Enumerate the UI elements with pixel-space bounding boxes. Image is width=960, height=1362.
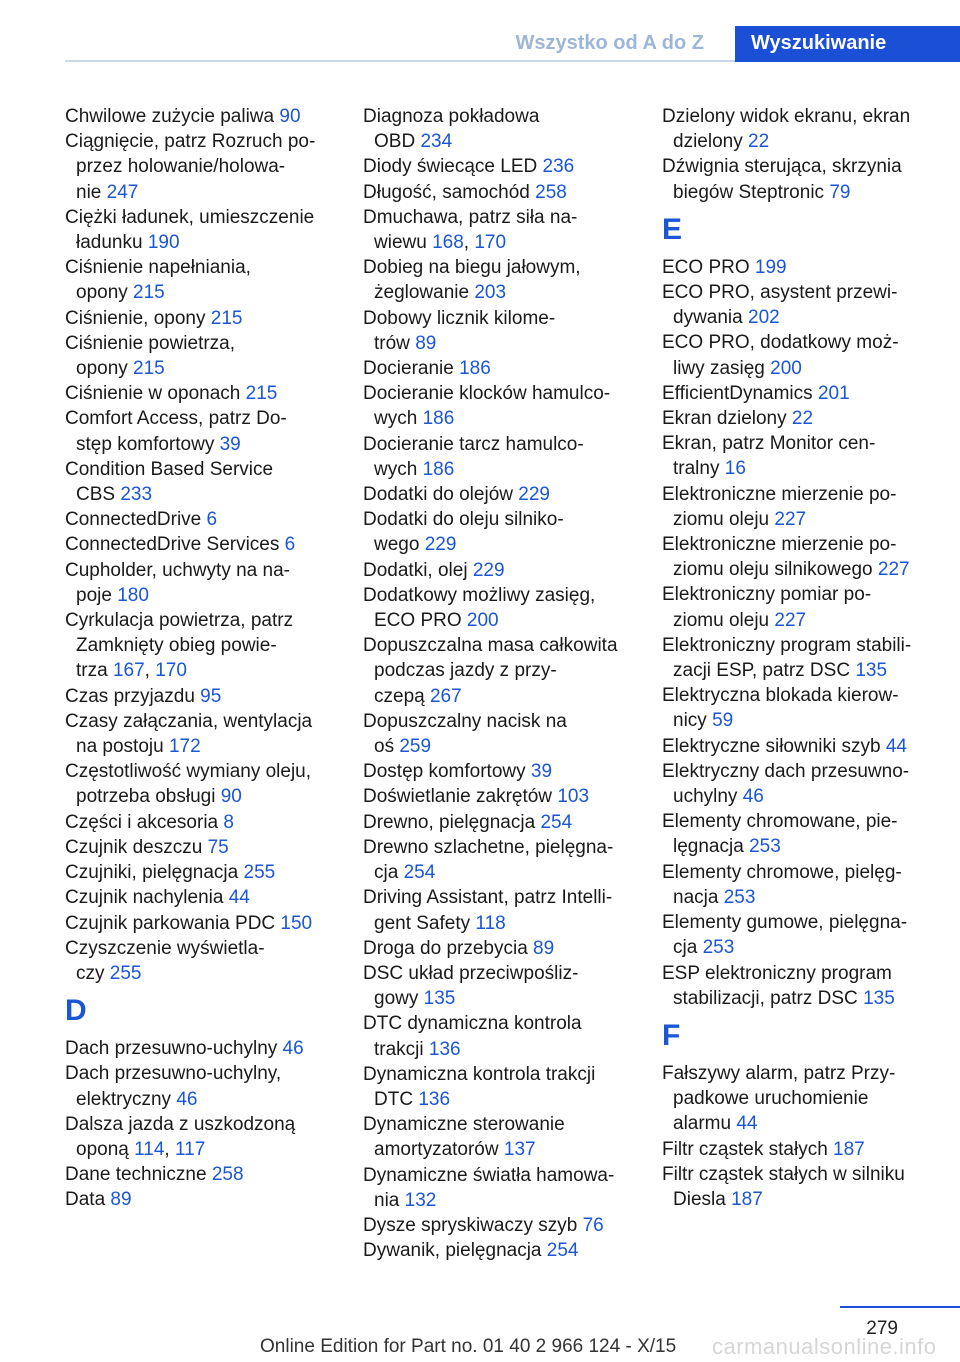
index-entry: Czujnik parkowania PDC 150 [65,912,313,934]
page-link[interactable]: 229 [518,484,550,506]
page-link[interactable]: 117 [174,1138,206,1160]
edition-text: Online Edition for Part no. 01 40 2 966 124 - X/15 [260,1336,677,1357]
index-entry: Dodatki, olej 229 [363,559,505,581]
page-link[interactable]: 202 [748,307,780,329]
index-entry: Cupholder, uchwyty na na- poje 180 [65,559,290,606]
page-link[interactable]: 215 [133,358,165,380]
page-number: 279 [866,1318,898,1339]
page-link[interactable]: 255 [109,962,142,984]
index-entry: Chwilowe zużycie paliwa 90 [65,106,301,127]
index-entry: Diody świecące LED 236 [363,156,575,178]
page-link[interactable]: 186 [422,458,455,480]
page-link[interactable]: 258 [535,181,567,203]
page-link[interactable]: 215 [245,383,278,405]
index-entry: Docieranie tarcz hamulco- wych 186 [363,433,584,480]
index-entry: Condition Based Service CBS 233 [65,458,274,506]
footer-rule [840,1306,960,1308]
index-entry: Droga do przebycia 89 [363,937,555,959]
index-entry: ESP elektroniczny program stabilizacji, patrz DSC 135 [662,962,895,1009]
page-link[interactable]: 132 [404,1189,437,1211]
index-entry: Elementy gumowe, pielęgna- cja 253 [662,912,908,959]
index-entry: Częstotliwość wymiany oleju, potrzeba obsługi 90 [65,761,312,808]
index-entry: Ciśnienie powietrza, opony 215 [65,332,236,380]
index-entry: Długość, samochód 258 [363,181,567,203]
index-entry: Elektryczne siłowniki szyb 44 [662,735,907,757]
index-entry: Doświetlanie zakrętów 103 [363,786,590,808]
index-entry: Elektryczny dach przesuwno- uchylny 46 [662,760,910,808]
index-entry: Fałszywy alarm, patrz Przy- padkowe uruchomienie alarmu 44 [662,1062,896,1135]
index-entry: Dobieg na biegu jałowym, żeglowanie 203 [363,257,581,304]
index-entry: Dmuchawa, patrz siła na- wiewu 168, 170 [363,206,578,254]
page-link[interactable]: 46 [282,1038,304,1060]
page-link[interactable]: 229 [424,534,457,556]
index-entry: EfficientDynamics 201 [662,382,850,404]
page-link[interactable]: 259 [399,736,432,758]
page-link[interactable]: 167 [112,660,145,682]
page-link[interactable]: 215 [210,307,243,329]
index-entry: Filtr cząstek stałych w silniku Diesla 187 [662,1163,905,1210]
index-entry: Driving Assistant, patrz Intelli- gent Safety 118 [363,887,613,934]
page-link[interactable]: 200 [770,357,802,379]
index-entry: Diagnoza pokładowa OBD 234 [363,106,540,153]
index-entry: Elektroniczne mierzenie po- ziomu oleju silnikowego 227 [662,534,910,581]
page-link[interactable]: 44 [228,887,250,909]
page-link[interactable]: 79 [829,181,851,203]
page-link[interactable]: 186 [422,408,455,430]
page-link[interactable]: 253 [749,836,781,858]
index-entry: Dodatkowy możliwy zasięg, ECO PRO 200 [363,584,596,632]
index-entry: Cyrkulacja powietrza, patrz Zamknięty obieg powie- trza 167, 170 [65,610,294,682]
page-link[interactable]: 16 [724,458,746,480]
page-link[interactable]: 89 [533,937,555,959]
page-link[interactable]: 46 [176,1088,198,1110]
page-link[interactable]: 135 [855,660,888,682]
index-entry: Elementy chromowe, pielęg- nacja 253 [662,861,902,908]
index-columns [0,104,960,1274]
page-link[interactable]: 258 [211,1164,244,1186]
page-link[interactable]: 233 [120,484,153,506]
page-link[interactable]: 39 [530,761,553,783]
index-entry: Filtr cząstek stałych 187 [662,1138,865,1160]
page-link[interactable]: 187 [833,1138,865,1160]
index-entry: Comfort Access, patrz Do- stęp komfortowy 39 [65,408,287,455]
page-link[interactable]: 6 [206,509,218,531]
page-link[interactable]: 215 [133,282,165,304]
index-entry: Dopuszczalny nacisk na oś 259 [363,710,567,758]
index-entry: Elementy chromowane, pie- lęgnacja 253 [662,811,898,858]
index-column-2 [363,104,643,1263]
page-link[interactable]: 22 [791,408,814,430]
page-link[interactable]: 8 [223,811,234,833]
letter-heading: F [662,1018,681,1052]
page-link[interactable]: 22 [748,131,770,153]
index-entry: Data 89 [65,1189,132,1211]
index-column-3 [662,104,944,1212]
page-link[interactable]: 190 [147,232,180,254]
index-column-1 [65,104,345,1213]
page-link[interactable]: 227 [774,508,807,530]
index-entry: Czas przyjazdu 95 [65,685,222,707]
index-entry: Czujnik deszczu 75 [65,836,229,858]
index-entry: Dach przesuwno-uchylny, elektryczny 46 [65,1063,282,1110]
index-entry: DSC układ przeciwpośliz- gowy 135 [363,962,579,1010]
index-entry: Dach przesuwno-uchylny 46 [65,1038,304,1060]
letter-heading: D [65,994,87,1028]
page-link[interactable]: 136 [418,1088,451,1110]
index-entry: Docieranie 186 [363,358,491,380]
page-link[interactable]: 267 [429,685,462,707]
index-entry: ECO PRO, asystent przewi- dywania 202 [662,282,898,329]
page-link[interactable]: 46 [742,786,764,808]
page-link[interactable]: 90 [279,106,301,127]
page-link[interactable]: 254 [403,862,436,884]
letter-heading: E [662,212,683,246]
page-link[interactable]: 203 [474,282,507,304]
index-entry: Ciągnięcie, patrz Rozruch po- przez holowanie/holowa- nie 247 [65,131,316,203]
page-link[interactable]: 75 [207,836,229,858]
index-entry: ConnectedDrive 6 [65,509,218,531]
page-link[interactable]: 114 [134,1138,165,1160]
page-link[interactable]: 186 [459,358,491,380]
page-link[interactable]: 170 [155,660,187,682]
section-tab[interactable]: Wszystko od A do Z [515,32,704,54]
index-entry: Docieranie klocków hamulco- wych 186 [363,383,611,430]
page-link[interactable]: 180 [117,584,149,606]
page-link[interactable]: 172 [168,736,201,758]
index-entry: DTC dynamiczna kontrola trakcji 136 [363,1013,582,1060]
active-tab[interactable]: Wyszukiwanie [735,26,960,62]
index-entry: Elektryczna blokada kierow- nicy 59 [662,685,899,732]
index-entry: Dobowy licznik kilome- trów 89 [363,307,556,354]
page-link[interactable]: 39 [219,433,241,455]
index-entry: Dzielony widok ekranu, ekran dzielony 22 [662,106,911,153]
index-entry: Dodatki do oleju silniko- wego 229 [363,509,564,556]
index-entry: Czujniki, pielęgnacja 255 [65,862,276,884]
index-entry: Części i akcesoria 8 [65,811,234,833]
page-link[interactable]: 150 [280,912,313,934]
page-link[interactable]: 76 [582,1214,604,1236]
page-link[interactable]: 137 [503,1139,536,1161]
watermark: carmanualsonline.info [712,1334,937,1359]
index-entry: Dywanik, pielęgnacja 254 [363,1240,579,1262]
page-link[interactable]: 90 [220,786,242,808]
page-link[interactable]: 44 [885,735,907,757]
page-link[interactable]: 89 [415,332,437,354]
page-link[interactable]: 135 [423,988,456,1010]
page-link[interactable]: 44 [736,1113,758,1135]
page-link[interactable]: 255 [243,862,276,884]
index-entry: Dysze spryskiwaczy szyb 76 [363,1214,604,1236]
index-entry: Ciśnienie w oponach 215 [65,383,278,405]
page-link[interactable]: 254 [546,1240,579,1262]
index-entry: Drewno, pielęgnacja 254 [363,811,573,833]
index-entry: Ciśnienie, opony 215 [65,307,243,329]
page-link[interactable]: 135 [863,987,895,1009]
page-link[interactable]: 59 [712,710,734,732]
page-link[interactable]: 170 [474,232,507,254]
index-entry: Dynamiczne sterowanie amortyzatorów 137 [363,1114,565,1161]
page-link[interactable]: 227 [774,609,807,631]
index-entry: Dynamiczne światła hamowa- nia 132 [363,1164,615,1211]
page-link[interactable]: 201 [817,382,850,404]
page-link[interactable]: 254 [540,811,573,833]
index-entry: Ciężki ładunek, umieszczenie ładunku 190 [65,206,315,254]
page-link[interactable]: 187 [731,1188,763,1210]
index-entry: Ekran, patrz Monitor cen- tralny 16 [662,433,876,480]
page-link[interactable]: 234 [420,131,453,153]
index-entry: Elektroniczny pomiar po- ziomu oleju 227 [662,584,872,631]
index-entry: Dźwignia sterująca, skrzynia biegów Steptronic 79 [662,156,902,203]
page-link[interactable]: 253 [702,937,735,959]
page-link[interactable]: 95 [200,685,222,707]
page-link[interactable]: 103 [557,786,590,808]
page-link[interactable]: 6 [284,534,296,556]
index-entry: Dalsza jazda z uszkodzoną oponą 114, 117 [65,1113,296,1160]
index-entry: Czasy załączania, wentylacja na postoju 172 [65,710,313,758]
page-link[interactable]: 200 [466,610,499,632]
page-link[interactable]: 199 [754,256,787,278]
page-link[interactable]: 236 [542,156,575,178]
index-entry: Dostęp komfortowy 39 [363,761,553,783]
index-entry: Drewno szlachetne, pielęgna- cja 254 [363,836,614,884]
index-entry: Elektroniczne mierzenie po- ziomu oleju 227 [662,483,897,530]
page-link[interactable]: 247 [106,181,139,203]
index-entry: ECO PRO 199 [662,256,787,278]
page-link[interactable]: 168 [432,232,464,254]
index-entry: Dodatki do olejów 229 [363,484,550,506]
page-link[interactable]: 89 [110,1189,132,1211]
page-link[interactable]: 227 [877,559,910,581]
page-link[interactable]: 229 [472,559,505,581]
index-entry: Ekran dzielony 22 [662,408,814,430]
index-entry: Dane techniczne 258 [65,1164,244,1186]
index-entry: Ciśnienie napełniania, opony 215 [65,257,251,304]
index-entry: Czujnik nachylenia 44 [65,887,250,909]
index-entry: Dynamiczna kontrola trakcji DTC 136 [363,1063,596,1110]
index-entry: Elektroniczny program stabili- zacji ESP, patrz DSC 135 [662,634,912,682]
page-link[interactable]: 253 [723,886,756,908]
index-entry: Dopuszczalna masa całkowita podczas jazdy z przy- czepą 267 [363,635,618,707]
page-link[interactable]: 136 [428,1038,461,1060]
index-entry: ECO PRO, dodatkowy moż- liwy zasięg 200 [662,332,899,379]
index-entry: Czyszczenie wyświetla- czy 255 [65,937,265,984]
index-entry: ConnectedDrive Services 6 [65,534,296,556]
page-link[interactable]: 118 [475,912,506,934]
